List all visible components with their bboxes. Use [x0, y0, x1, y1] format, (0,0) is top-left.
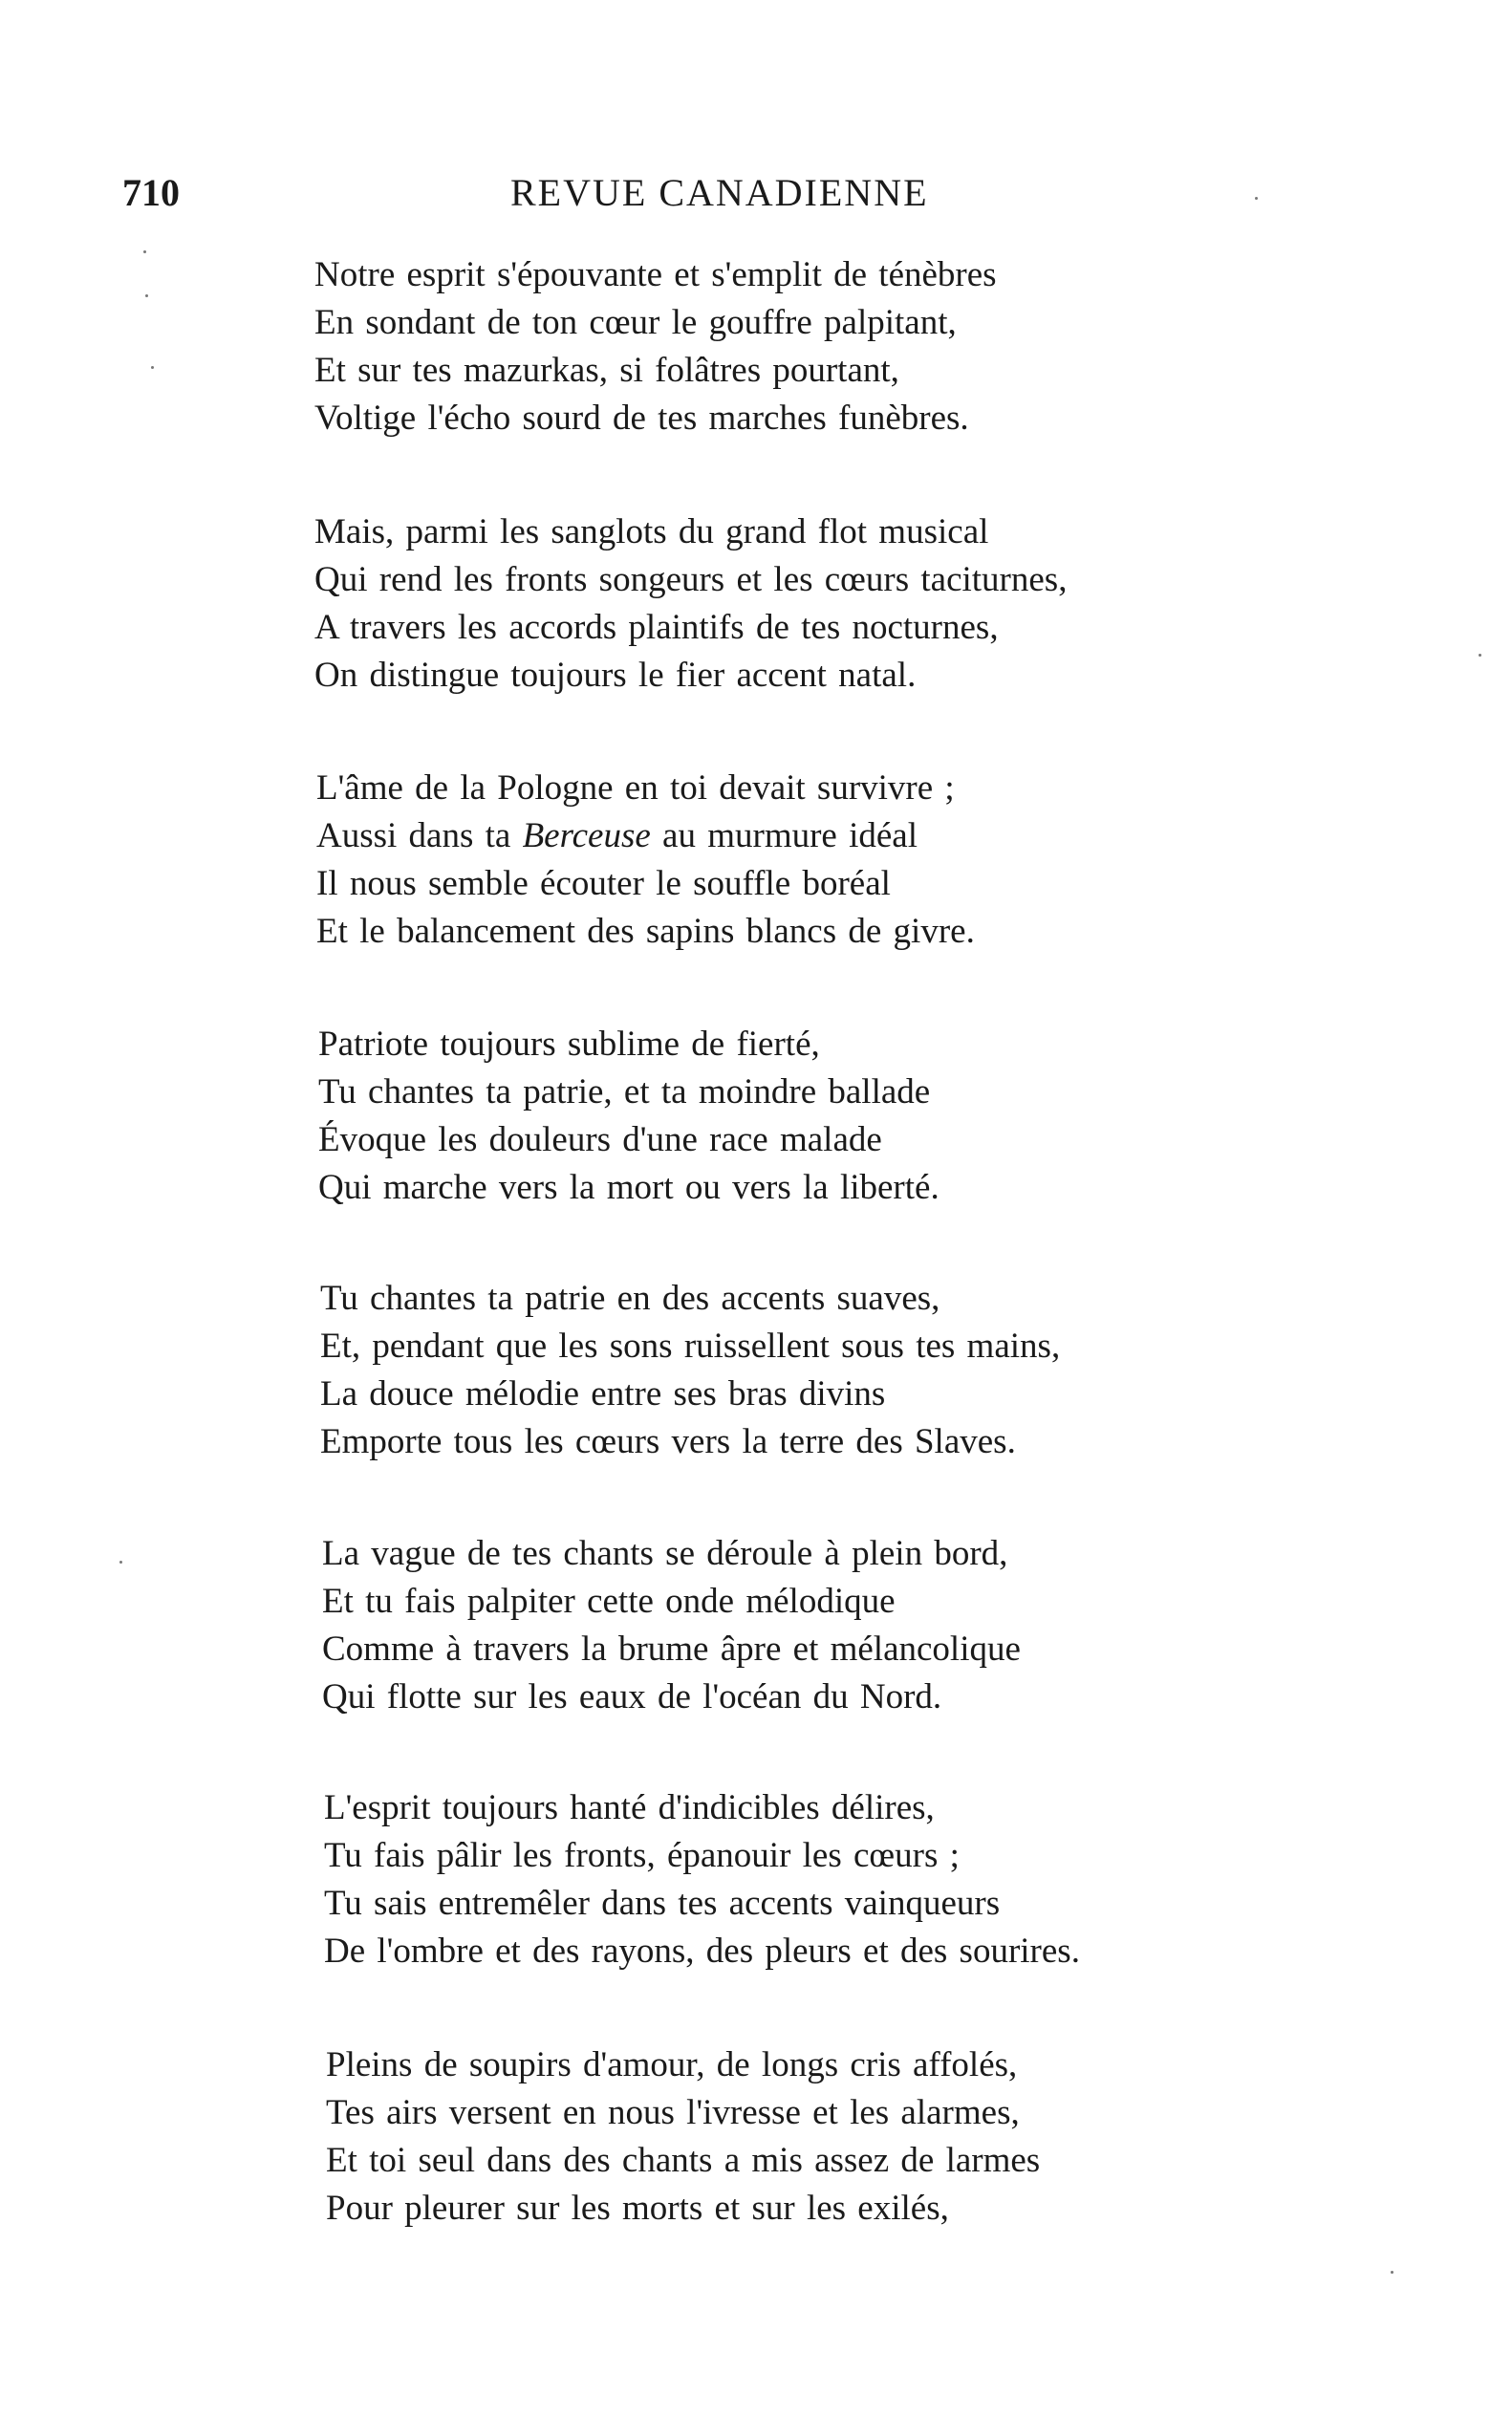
verse-line: Et tu fais palpiter cette onde mélodique [322, 1582, 896, 1621]
scan-speck [1255, 197, 1258, 200]
stanza-1 [314, 251, 997, 443]
verse-line: Et sur tes mazurkas, si folâtres pourtant, [314, 351, 899, 390]
verse-line: Comme à travers la brume âpre et mélancolique [322, 1630, 1021, 1669]
verse-line: La vague de tes chants se déroule à plein bord, [322, 1534, 1008, 1573]
verse-line: L'esprit toujours hanté d'indicibles délires, [324, 1788, 935, 1827]
verse-line [316, 812, 975, 860]
scan-speck [143, 250, 146, 253]
verse-line: Tu sais entremêler dans tes accents vainqueurs [324, 1884, 1001, 1923]
scan-speck [151, 366, 154, 369]
stanza-8 [326, 2041, 1040, 2233]
verse-line: Qui marche vers la mort ou vers la liberté. [318, 1168, 940, 1207]
stanza-6 [322, 1530, 1021, 1721]
stanza-2 [314, 508, 1067, 700]
verse-line: Qui rend les fronts songeurs et les cœurs taciturnes, [314, 560, 1068, 599]
verse-line: Qui flotte sur les eaux de l'océan du Nord. [322, 1677, 942, 1716]
stanza-3 [316, 765, 975, 956]
verse-line: Voltige l'écho sourd de tes marches funèbres. [314, 399, 969, 438]
verse-line: Il nous semble écouter le souffle boréal [316, 864, 891, 903]
verse-line: Et, pendant que les sons ruissellent sous tes mains, [320, 1327, 1061, 1366]
verse-line: Tu fais pâlir les fronts, épanouir les cœurs ; [324, 1836, 960, 1875]
verse-line: A travers les accords plaintifs de tes nocturnes, [314, 608, 999, 647]
verse-line: La douce mélodie entre ses bras divins [320, 1374, 886, 1414]
verse-line: Pour pleurer sur les morts et sur les exilés, [326, 2189, 949, 2228]
scan-speck [145, 294, 148, 297]
verse-line: De l'ombre et des rayons, des pleurs et des sourires. [324, 1932, 1080, 1971]
verse-line-end: au murmure idéal [662, 816, 918, 855]
verse-line: Tes airs versent en nous l'ivresse et les alarmes, [326, 2093, 1020, 2132]
verse-line: Et le balancement des sapins blancs de givre. [316, 912, 975, 951]
verse-line: Tu chantes ta patrie, et ta moindre ballade [318, 1072, 931, 1112]
italic-title: Berceuse [522, 816, 651, 855]
verse-line: L'âme de la Pologne en toi devait survivre ; [316, 768, 955, 808]
verse-line: Évoque les douleurs d'une race malade [318, 1120, 882, 1159]
verse-line: Pleins de soupirs d'amour, de longs cris affolés, [326, 2045, 1018, 2084]
verse-line: Emporte tous les cœurs vers la terre des Slaves. [320, 1422, 1016, 1461]
verse-line: En sondant de ton cœur le gouffre palpitant, [314, 303, 957, 342]
scan-speck [1391, 2271, 1393, 2274]
verse-line: Notre esprit s'épouvante et s'emplit de ténèbres [314, 255, 997, 294]
verse-line: Patriote toujours sublime de fierté, [318, 1025, 820, 1064]
page-number: 710 [122, 171, 180, 214]
verse-line: Mais, parmi les sanglots du grand flot musical [314, 512, 989, 551]
verse-line: Et toi seul dans des chants a mis assez de larmes [326, 2141, 1041, 2180]
stanza-5 [320, 1275, 1060, 1466]
stanza-7 [324, 1784, 1080, 1975]
stanza-4 [318, 1021, 940, 1212]
running-head: REVUE CANADIENNE [510, 171, 929, 214]
verse-line: On distingue toujours le fier accent natal. [314, 656, 917, 695]
verse-line-start: Aussi dans ta [316, 816, 511, 855]
scan-speck [1479, 654, 1481, 657]
verse-line: Tu chantes ta patrie en des accents suaves, [320, 1279, 940, 1318]
scan-speck [119, 1561, 122, 1564]
